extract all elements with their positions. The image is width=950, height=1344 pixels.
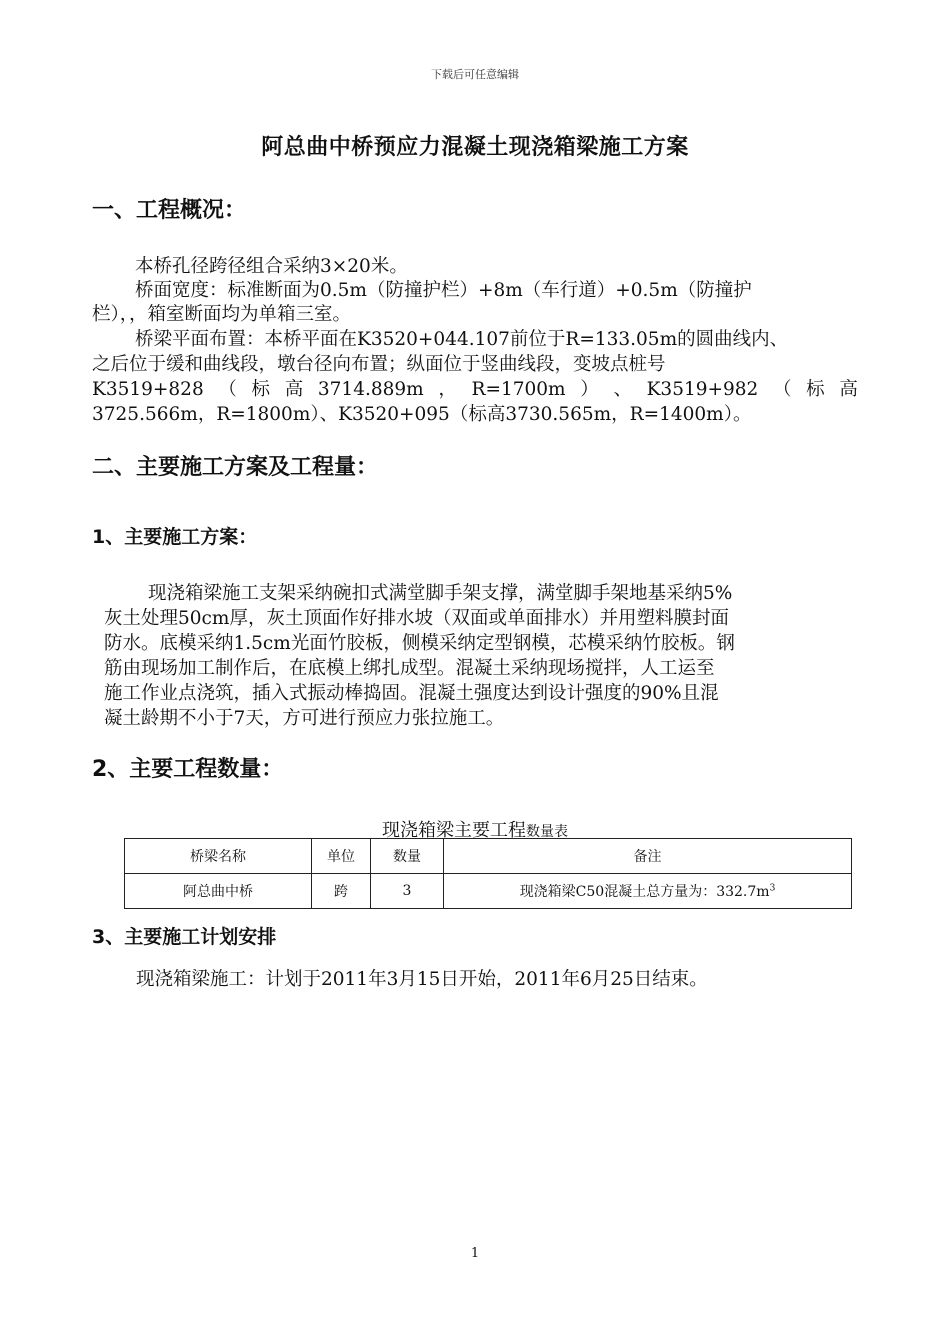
cell-unit: 跨	[312, 874, 371, 909]
line3-part: K3519+982	[646, 379, 759, 400]
line3-part: 标	[806, 379, 825, 400]
line3-part: （	[772, 379, 792, 400]
cubic-superscript: 3	[769, 883, 776, 894]
header-bridge-name: 桥梁名称	[125, 839, 312, 874]
schedule-text: 现浇箱梁施工：计划于2011年3月15日开始，2011年6月25日结束。	[136, 969, 708, 990]
plan-layout-line-2: 之后位于缓和曲线段，墩台径向布置；纵面位于竖曲线段，变坡点桩号	[92, 354, 666, 375]
table-caption-suffix: 数量表	[526, 824, 568, 840]
method-line: 筋由现场加工制作后，在底模上绑扎成型。混凝土采纳现场搅拌，人工运至	[104, 658, 715, 679]
section-1-heading: 一、工程概况：	[92, 198, 247, 223]
cell-remarks	[444, 874, 852, 909]
method-line: 灰土处理50cm厚，灰土顶面作好排水坡（双面或单面排水）并用塑料膜封面	[104, 608, 729, 629]
quantity-table	[124, 838, 852, 909]
method-line: 现浇箱梁施工支架采纳碗扣式满堂脚手架支撑，满堂脚手架地基采纳5%	[148, 583, 733, 604]
line3-part: 、	[613, 379, 632, 400]
remarks-text: 现浇箱梁C50混凝土总方量为：332.7m	[519, 884, 770, 900]
method-line: 施工作业点浇筑，插入式振动棒捣固。混凝土强度达到设计强度的90%且混	[104, 683, 719, 704]
line3-part: ）	[580, 379, 599, 400]
cell-bridge-name: 阿总曲中桥	[125, 874, 312, 909]
document-title: 阿总曲中桥预应力混凝土现浇箱梁施工方案	[261, 135, 689, 160]
line3-part: 高	[839, 379, 858, 400]
line3-part: K3519+828	[92, 379, 204, 400]
line3-part: （	[218, 379, 237, 400]
table-header-row	[125, 839, 852, 874]
plan-layout-line-4: 3725.566m，R=1800m）、K3520+095（标高3730.565m，R=1400m）。	[92, 404, 752, 425]
deck-width-line-1: 桥面宽度：标准断面为0.5m（防撞护栏）+8m（车行道）+0.5m（防撞护	[135, 280, 752, 301]
page-header: 下载后可任意编辑	[431, 68, 519, 81]
line3-part: ，	[438, 379, 457, 400]
method-line: 凝土龄期不小于7天，方可进行预应力张拉施工。	[104, 708, 505, 729]
deck-width-line-2: 栏），，箱室断面均为单箱三室。	[92, 304, 352, 325]
line3-part: 高	[284, 379, 304, 400]
header-unit: 单位	[312, 839, 371, 874]
page-number: 1	[470, 1246, 480, 1261]
method-line: 防水。底模采纳1.5cm光面竹胶板，侧模采纳定型钢模，芯模采纳竹胶板。钢	[104, 633, 735, 654]
header-quantity: 数量	[371, 839, 444, 874]
header-remarks: 备注	[444, 839, 852, 874]
subsection-2-heading: 2、主要工程数量：	[92, 757, 284, 782]
plan-layout-line-1: 桥梁平面布置：本桥平面在K3520+044.107前位于R=133.05m的圆曲线内、	[135, 329, 789, 350]
line3-part: 3714.889m	[317, 379, 424, 400]
subsection-1-heading: 1、主要施工方案：	[92, 526, 258, 548]
section-2-heading: 二、主要施工方案及工程量：	[92, 455, 379, 480]
plan-layout-line-3	[92, 378, 858, 403]
table-row	[125, 874, 852, 909]
cell-quantity: 3	[371, 874, 444, 909]
subsection-3-heading: 3、主要施工计划安排	[92, 926, 277, 948]
line3-part: R=1700m	[471, 379, 566, 400]
line3-part: 标	[251, 379, 271, 400]
table-caption-main: 现浇箱梁主要工程	[382, 820, 526, 841]
span-paragraph: 本桥孔径跨径组合采纳3×20米。	[135, 256, 408, 277]
